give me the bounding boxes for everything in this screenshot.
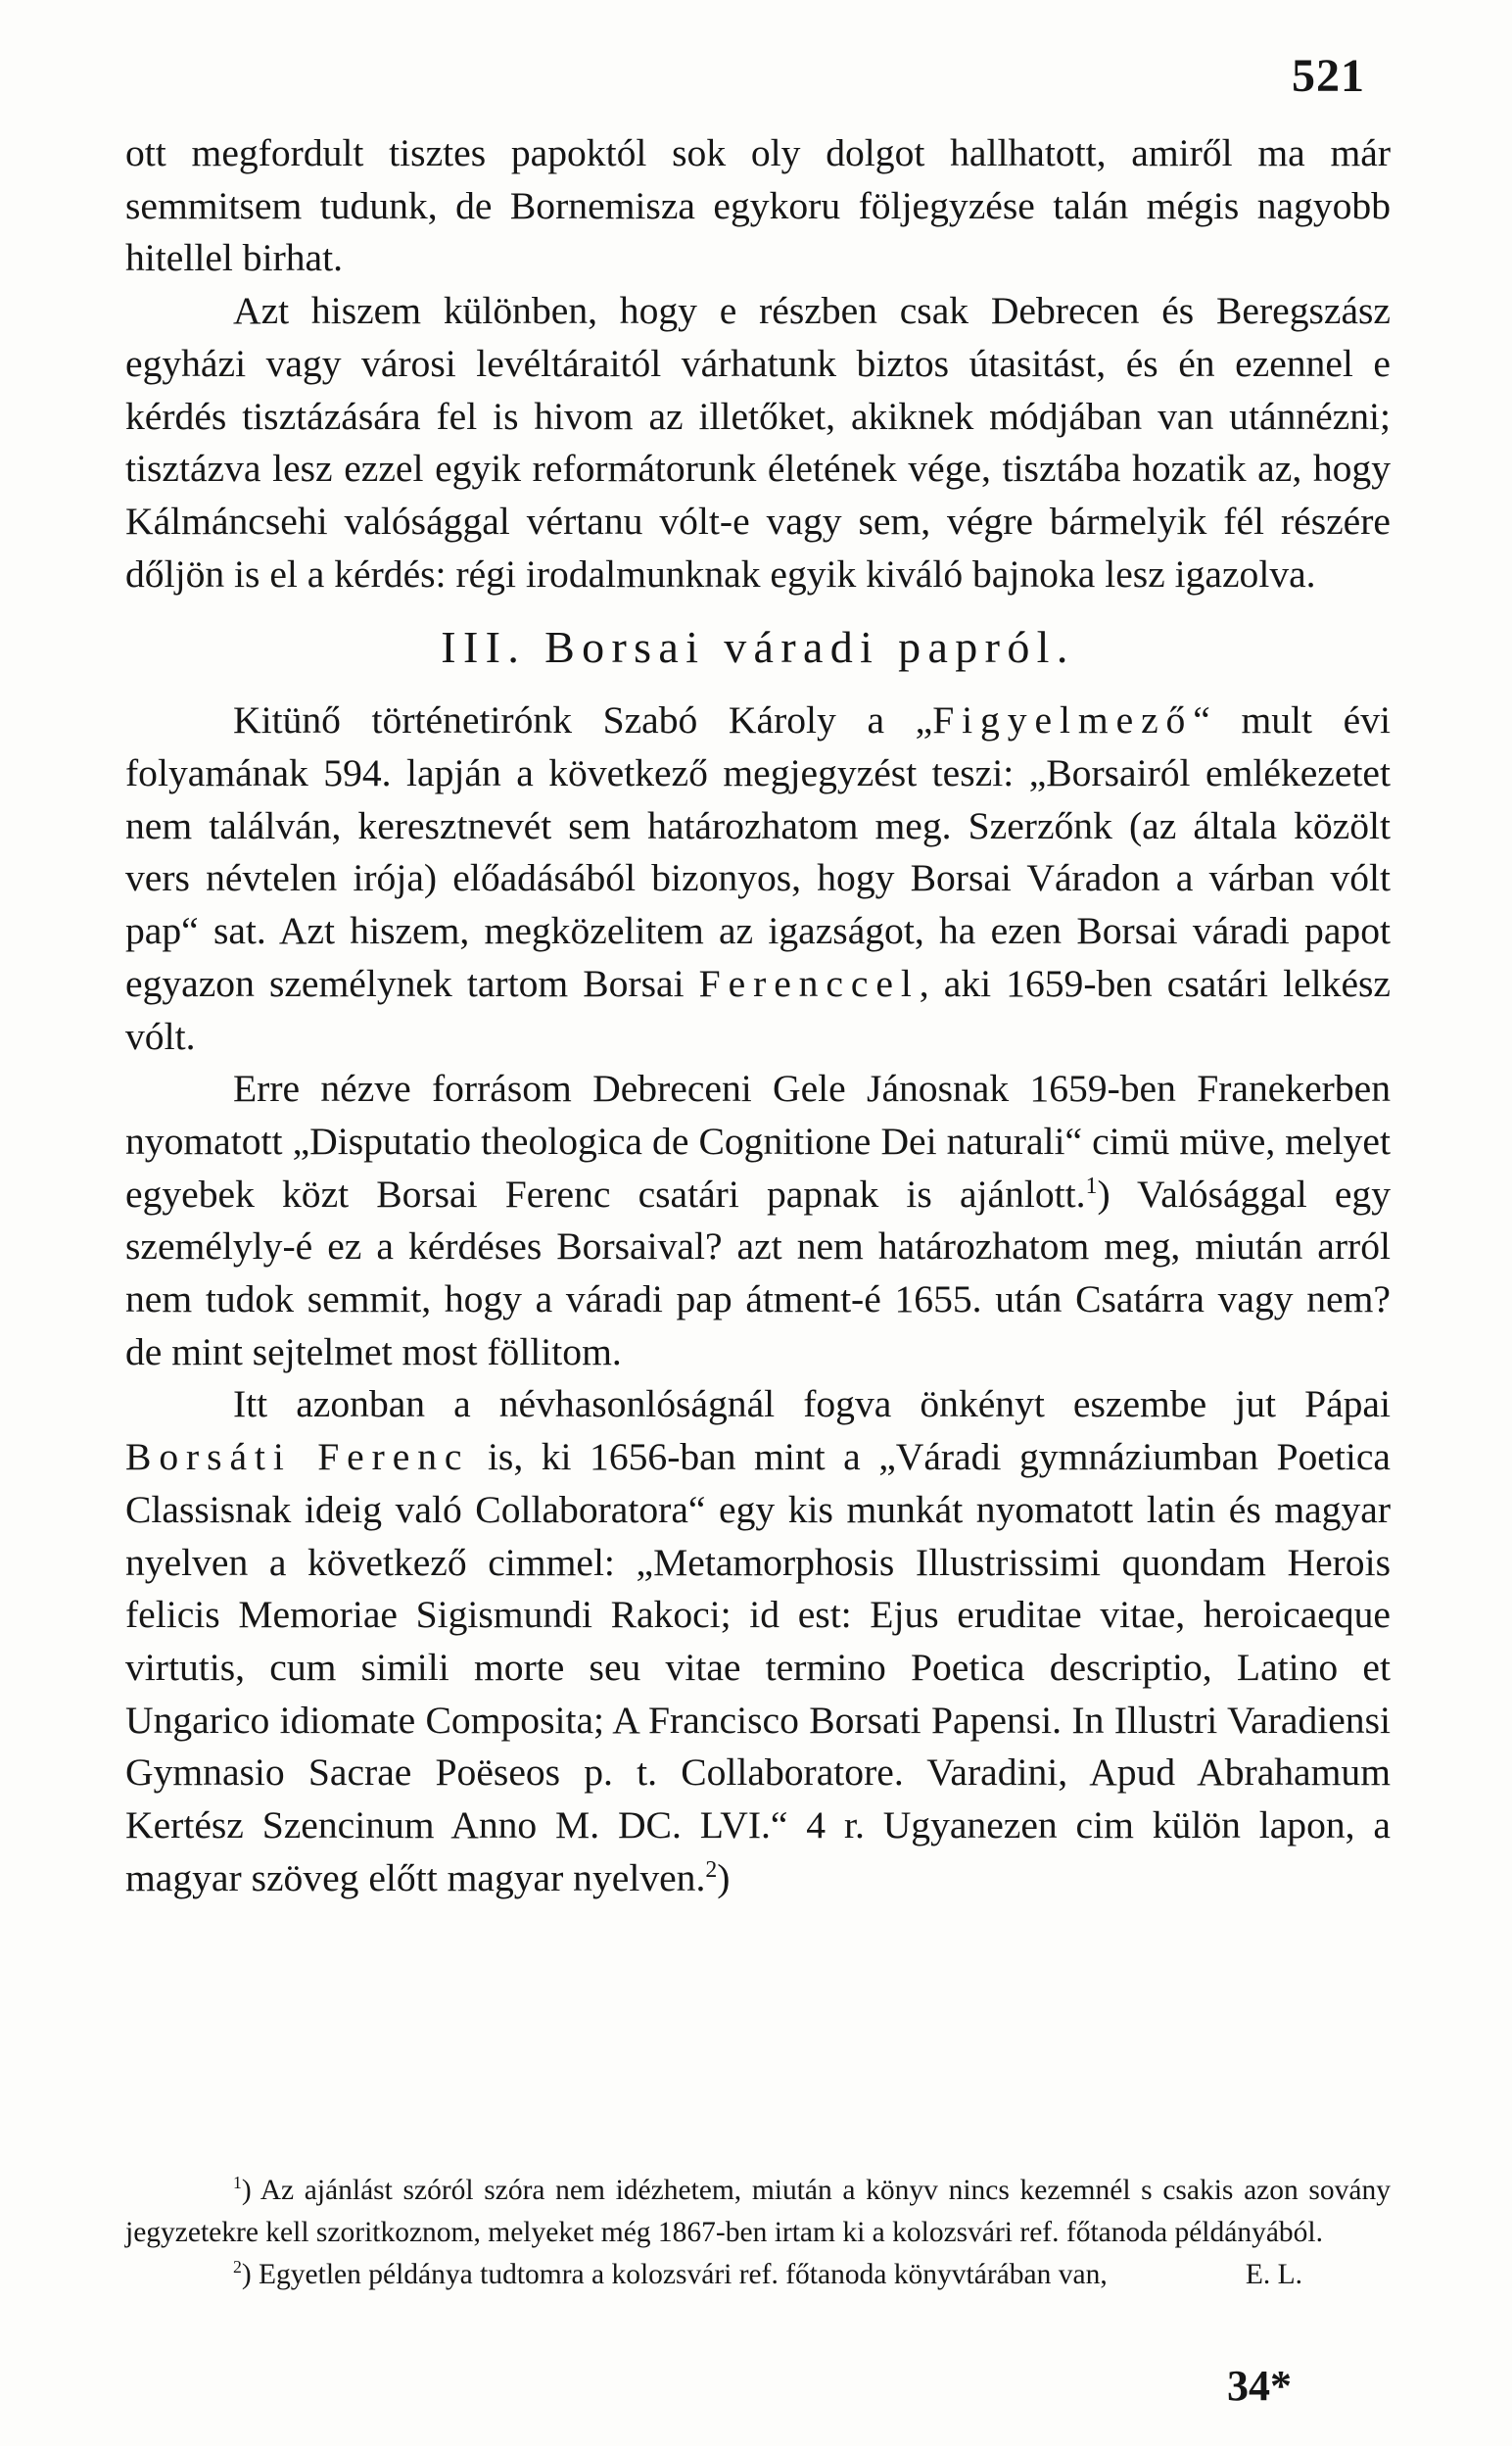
footnote-editor-initials: E. L. bbox=[1245, 2259, 1302, 2290]
paragraph-1: ott megfordult tisztes papoktól sok oly dolgot hallhatott, amiről ma már semmitsem tudunk, de Bornemisza egykoru följegyzése talán mégis nagyobb hitellel birhat. bbox=[125, 131, 1391, 280]
section-heading bbox=[125, 618, 1391, 677]
footnote-ref-2: 2 bbox=[705, 1856, 718, 1883]
paragraph-5: Itt azonban a névhasonlóságnál fogva önkényt eszembe jut Pápai Borsáti Ferenc is, ki 1656-ban mint a „Váradi gymnáziumban Poetica Classisnak ideig való Collaboratora“ egy kis munkát nyomatott latin és magyar nyelven a következő cimmel: „Metamorphosis Illustrissimi quondam Herois felicis Memoriae Sigismundi Rakoci; id est: Ejus eruditae vitae, heroicaeque virtutis, cum simili morte seu vitae termino Poetica descriptio, Latino et Ungarico idiomate Composita; A Francisco Borsati Papensi. In Illustri Varadiensi Gymnasio Sacrae Poëseos p. t. Collaboratore. Varadini, Apud Abrahamum Kertész Szencinum Anno M. DC. LVI.“ 4 r. Ugyanezen cim külön lapon, a magyar szöveg előtt magyar nyelven.$^2$) bbox=[125, 1382, 1391, 1899]
paragraph-2: Azt hiszem különben, hogy e részben csak Debrecen és Beregszász egyházi vagy városi levéltáraitól várhatunk biztos útasitást, és én ezennel e kérdés tisztázására fel is hivom az illetőket, akiknek módjában van utánnézni; tisztázva lesz ezzel egyik reformátorunk életének vége, tisztába hozatik az, hogy Kálmáncsehi valósággal vértanu vólt-e vagy sem, végre bármelyik fél részére dőljön is el a kérdés: régi irodalmunknak egyik kiváló bajnoka lesz igazolva. bbox=[125, 289, 1391, 596]
paragraph-3: Kitünő történetirónk Szabó Károly a „Figyelmező“ mult évi folyamának 594. lapján a következő megjegyzést teszi: „Borsairól emlékezetet nem találván, keresztnevét sem határozhatom meg. Szerzőnk (az általa közölt vers névtelen irója) előadásából bizonyos, hogy Borsai Váradon a várban vólt pap“ sat. Azt hiszem, megközelitem az igazságot, ha ezen Borsai váradi papot egyazon személynek tartom Borsai Ferenccel, aki 1659-ben csatári lelkész vólt. bbox=[125, 698, 1391, 1058]
footnote-ref-1: 1 bbox=[1085, 1173, 1098, 1199]
sheet-signature: 34* bbox=[1227, 2362, 1292, 2410]
page-number: 521 bbox=[1292, 50, 1365, 102]
footnote-1: $^1$) Az ajánlást szóról szóra nem idézhetem, miután a könyv nincs kezemnél s csakis azon sovány jegyzetekre kell szoritkoznom, melyeket még 1867-ben irtam ki a kolozsvári ref. főtanoda példányából. E. L. bbox=[125, 2170, 1391, 2254]
paragraph-4: Erre nézve forrásom Debreceni Gele Jánosnak 1659-ben Franekerben nyomatott „Disputatio theologica de Cognitione Dei naturali“ cimü müve, melyet egyebek közt Borsai Ferenc csatári papnak is ajánlott.$^1$) Valósággal egy személyly-é ez a kérdéses Borsaival? azt nem határozhatom meg, miután arról nem tudok semmit, hogy a váradi pap átment-é 1655. után Csatárra vagy nem? de mint sejtelmet most föllitom. bbox=[125, 1067, 1391, 1373]
footnotes bbox=[125, 2170, 1391, 2296]
heading-number: III. bbox=[441, 622, 527, 673]
footnote-2: $^2$) Egyetlen példánya tudtomra a kolozsvári ref. főtanoda könyvtárában van, bbox=[233, 2257, 1108, 2290]
main-text bbox=[125, 127, 1391, 1905]
heading-title: Borsai váradi papról. bbox=[544, 622, 1075, 673]
